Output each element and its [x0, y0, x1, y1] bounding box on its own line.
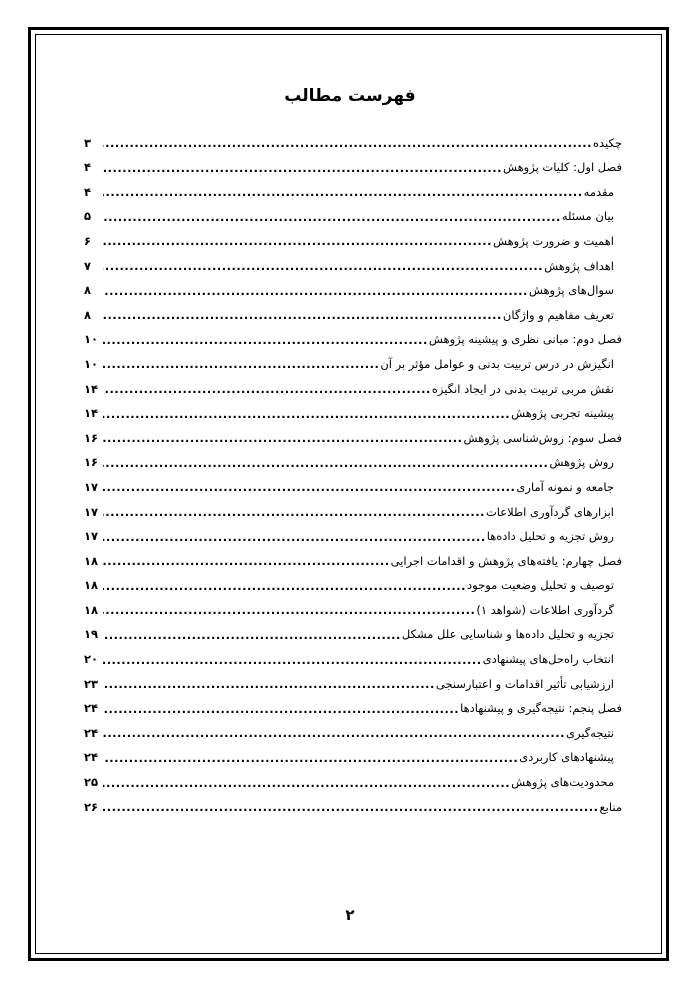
toc-entry: [84, 543, 622, 568]
toc-entry-page: ۲۳: [84, 676, 99, 691]
toc-entry-page: ۲۴: [84, 750, 99, 765]
toc-entry-page: ۴: [84, 160, 92, 175]
toc-leader-dots: [103, 704, 459, 716]
page-number: ۲: [345, 906, 355, 924]
toc-entry-page: ۲۴: [84, 701, 99, 716]
toc-entry-page: ۲۶: [84, 799, 99, 814]
toc-leader-dots: [103, 655, 482, 667]
toc-entry-page: ۱۰: [84, 332, 99, 347]
toc-entry-page: ۵: [84, 209, 92, 224]
toc-entry: [84, 346, 622, 371]
toc-entry-page: ۲۰: [84, 652, 99, 667]
toc-entry-page: ۱۴: [84, 406, 99, 421]
toc-leader-dots: [103, 335, 428, 347]
toc-entry-label: نقش مربی تربیت بدنی در ایجاد انگیزه: [431, 381, 614, 396]
toc-entry-label: گردآوری اطلاعات (شواهد ۱): [476, 602, 614, 617]
toc-entry: [84, 174, 622, 199]
toc-entry-page: ۲۵: [84, 775, 99, 790]
toc-entry-label: فصل دوم: مبانی نظری و پیشینه پژوهش: [428, 332, 622, 347]
toc-entry: [84, 248, 622, 273]
toc-leader-dots: [103, 163, 502, 175]
toc-leader-dots: [103, 753, 518, 765]
toc-leader-dots: [103, 482, 515, 494]
toc-entry-label: فصل پنجم: نتیجه‌گیری و پیشنهادها: [460, 701, 622, 716]
toc-entry: [84, 125, 622, 150]
toc-entry: [84, 691, 622, 716]
toc-leader-dots: [103, 187, 583, 199]
toc-entry-label: پیشنهادهای کاربردی: [519, 750, 614, 765]
toc-leader-dots: [103, 802, 599, 814]
toc-entry-label: پیشینه تجربی پژوهش: [511, 406, 614, 421]
toc-entry-label: انگیزش در درس تربیت بدنی و عوامل مؤثر بر آن: [380, 356, 614, 371]
toc-entry-label: توصیف و تحلیل وضعیت موجود: [467, 578, 614, 593]
toc-entry-label: فصل سوم: روش‌شناسی پژوهش: [463, 430, 622, 445]
toc-entry-label: تعریف مفاهیم و واژگان: [502, 307, 614, 322]
toc-entry-label: فصل چهارم: یافته‌های پژوهش و اقدامات اجرایی: [390, 553, 622, 568]
toc-entry-page: ۴: [84, 184, 92, 199]
toc-entry-label: جامعه و نمونه آماری: [516, 479, 614, 494]
toc-entry-page: ۱۴: [84, 381, 99, 396]
toc-leader-dots: [103, 286, 528, 298]
toc-entry-label: روش تجزیه و تحلیل داده‌ها: [486, 529, 614, 544]
toc-leader-dots: [103, 236, 492, 248]
toc-leader-dots: [103, 778, 510, 790]
toc-entry: [84, 445, 622, 470]
toc-entry-page: ۲۴: [84, 725, 99, 740]
toc-entry-label: منابع: [599, 799, 622, 814]
toc-title: فهرست مطالب: [284, 86, 416, 106]
toc-leader-dots: [103, 409, 510, 421]
toc-entry-page: ۱۸: [84, 553, 99, 568]
toc-leader-dots: [103, 679, 435, 691]
toc-entry-page: ۱۹: [84, 627, 99, 642]
toc-entry-label: انتخاب راه‌حل‌های پیشنهادی: [482, 652, 614, 667]
toc-entry-page: ۱۷: [84, 529, 99, 544]
toc-entry: [84, 150, 622, 175]
toc-entry-page: ۱۷: [84, 504, 99, 519]
toc-entry-label: اهمیت و ضرورت پژوهش: [492, 233, 614, 248]
toc-entry-page: ۱۰: [84, 356, 99, 371]
toc-entry: [84, 617, 622, 642]
toc-entry-page: ۸: [84, 307, 92, 322]
toc-entry: [84, 420, 622, 445]
toc-entry: [84, 764, 622, 789]
toc-leader-dots: [103, 532, 486, 544]
toc-entry: [84, 469, 622, 494]
toc-entry-label: تجزیه و تحلیل داده‌ها و شناسایی علل مشکل: [401, 627, 614, 642]
toc-leader-dots: [103, 605, 475, 617]
toc-leader-dots: [103, 138, 592, 150]
toc-leader-dots: [103, 261, 543, 273]
toc-entry: [84, 715, 622, 740]
toc-entry: [84, 568, 622, 593]
toc-leader-dots: [103, 458, 548, 470]
toc-entry-label: فصل اول: کلیات پژوهش: [502, 160, 622, 175]
toc-entry: [84, 666, 622, 691]
toc-entry-page: ۱۸: [84, 578, 99, 593]
toc-entry-label: روش پژوهش: [549, 455, 614, 470]
toc-entry-label: نتیجه‌گیری: [565, 725, 614, 740]
table-of-contents: [84, 125, 622, 814]
toc-leader-dots: [103, 507, 485, 519]
toc-leader-dots: [103, 581, 466, 593]
toc-entry: [84, 223, 622, 248]
toc-entry: [84, 297, 622, 322]
toc-entry-label: ابزارهای گردآوری اطلاعات: [485, 504, 614, 519]
toc-entry: [84, 396, 622, 421]
toc-entry: [84, 740, 622, 765]
toc-entry-label: چکیده: [593, 135, 622, 150]
toc-entry: [84, 494, 622, 519]
toc-entry-page: ۱۶: [84, 430, 99, 445]
toc-entry-page: ۱۶: [84, 455, 99, 470]
toc-entry: [84, 641, 622, 666]
toc-entry: [84, 371, 622, 396]
toc-entry: [84, 322, 622, 347]
toc-leader-dots: [103, 212, 561, 224]
toc-leader-dots: [103, 556, 390, 568]
toc-entry-label: اهداف پژوهش: [544, 258, 614, 273]
toc-leader-dots: [103, 310, 502, 322]
toc-leader-dots: [103, 384, 431, 396]
toc-entry-page: ۶: [84, 233, 92, 248]
toc-entry-page: ۱۷: [84, 479, 99, 494]
toc-entry-label: ارزشیابی تأثیر اقدامات و اعتبارسنجی: [435, 676, 614, 691]
toc-entry: [84, 789, 622, 814]
toc-entry-page: ۳: [84, 135, 92, 150]
toc-leader-dots: [103, 728, 565, 740]
toc-entry: [84, 199, 622, 224]
toc-entry-label: مقدمه: [583, 184, 614, 199]
toc-entry-label: محدودیت‌های پژوهش: [511, 775, 614, 790]
toc-leader-dots: [103, 359, 379, 371]
toc-entry: [84, 273, 622, 298]
toc-entry: [84, 592, 622, 617]
toc-leader-dots: [103, 433, 462, 445]
toc-entry-label: سوال‌های پژوهش: [528, 283, 614, 298]
toc-entry-label: بیان مسئله: [561, 209, 614, 224]
toc-entry-page: ۸: [84, 283, 92, 298]
toc-entry: [84, 519, 622, 544]
toc-entry-page: ۱۸: [84, 602, 99, 617]
toc-entry-page: ۷: [84, 258, 92, 273]
toc-leader-dots: [103, 630, 401, 642]
